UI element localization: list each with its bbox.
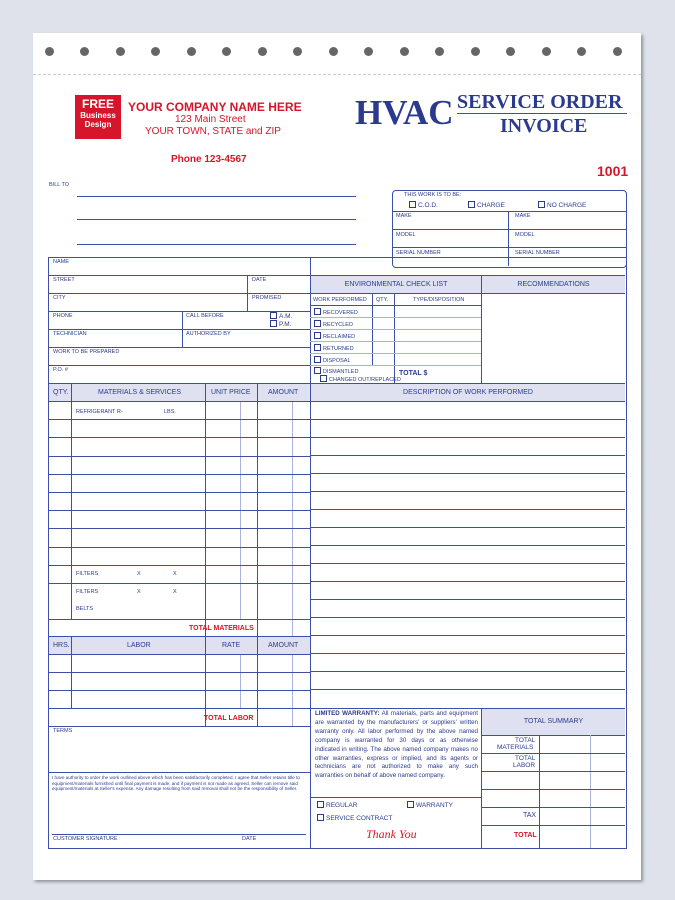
divider (48, 636, 310, 637)
description-row-line (310, 509, 625, 510)
divider (48, 329, 310, 330)
thank-you: Thank You (366, 827, 417, 841)
description-row-line (310, 689, 625, 690)
materials-row-line (48, 619, 310, 620)
labor-row-line (48, 654, 310, 655)
divider (590, 735, 591, 848)
materials-row-line (48, 492, 310, 493)
binder-hole (542, 47, 551, 56)
divider (392, 211, 626, 212)
summary-header: TOTAL SUMMARY (482, 709, 625, 736)
warranty-option[interactable] (407, 801, 453, 809)
warranty-title: LIMITED WARRANTY: (315, 710, 380, 717)
description-row-line (310, 617, 625, 618)
title-service-order: SERVICE ORDER (457, 91, 623, 113)
env-header: ENVIRONMENTAL CHECK LIST (311, 276, 481, 294)
env-disposal[interactable] (314, 356, 351, 364)
labor-row-line (48, 690, 310, 691)
work-type-label: THIS WORK IS TO BE: (404, 192, 462, 198)
divider (481, 807, 625, 808)
pm-option[interactable] (270, 320, 292, 328)
invoice-number: 1001 (597, 163, 629, 179)
col-labor: LABOR (127, 642, 151, 649)
binder-hole (187, 47, 196, 56)
divider (48, 726, 310, 727)
binder-hole (613, 47, 622, 56)
divider (182, 311, 183, 347)
service-contract-option[interactable] (317, 814, 392, 822)
reclaimed-checkbox[interactable] (314, 332, 321, 339)
service-contract-label: SERVICE CONTRACT (326, 815, 393, 822)
authority-text: I have authority to order the work outlined above which has been satisfactorily completed. I agree that Seller retains title to equipment/materials furnished until final payment is made, and if payment is not made as agreed, Seller can remove said equipment/materials at Seller's expense. Any damage resulting from said removal shall not be the responsibility of Seller. (52, 775, 300, 792)
recovered-checkbox[interactable] (314, 308, 321, 315)
signature-date-label: DATE (242, 836, 257, 842)
model-field-2[interactable]: MODEL (515, 232, 535, 238)
description-row-line (310, 491, 625, 492)
binder-hole (151, 47, 160, 56)
col-hrs: HRS. (53, 642, 70, 649)
warranty-checkbox[interactable] (407, 801, 414, 808)
divider (481, 771, 625, 772)
center-divider (310, 257, 311, 848)
binder-hole (329, 47, 338, 56)
dismantled-checkbox[interactable] (314, 367, 321, 374)
changed-checkbox[interactable] (320, 375, 327, 382)
sum-tax: TAX (523, 812, 537, 819)
env-recovered[interactable] (314, 308, 358, 316)
cod-checkbox[interactable] (409, 201, 416, 208)
filters-x1: X (137, 571, 141, 577)
authorized-by-field[interactable]: AUTHORIZED BY (186, 331, 231, 337)
materials-row-line (48, 437, 310, 438)
divider (240, 654, 241, 708)
recovered-label: RECOVERED (323, 310, 358, 316)
disposal-label: DISPOSAL (323, 358, 351, 364)
warranty-opt-label: WARRANTY (416, 802, 453, 809)
po-field[interactable]: P.O. # (53, 367, 68, 373)
phone-field[interactable]: PHONE (53, 313, 73, 319)
disposal-checkbox[interactable] (314, 356, 321, 363)
description-row-line (310, 401, 625, 402)
charge-label: CHARGE (477, 202, 505, 209)
divider (539, 735, 540, 848)
divider (392, 247, 626, 248)
materials-row-line (48, 474, 310, 475)
description-row-line (310, 473, 625, 474)
sum-total-labor-2: LABOR (513, 762, 536, 769)
charge-checkbox[interactable] (468, 201, 475, 208)
description-row-line (310, 671, 625, 672)
divider (310, 341, 481, 342)
col-amount: AMOUNT (268, 389, 299, 396)
cod-label: C.O.D. (418, 202, 438, 209)
company-phone: Phone 123-4567 (171, 154, 247, 165)
description-row-line (310, 599, 625, 600)
col-unit-price: UNIT PRICE (211, 389, 251, 396)
description-row-line (310, 581, 625, 582)
binder-hole (471, 47, 480, 56)
description-row-line (310, 563, 625, 564)
no-charge-label: NO CHARGE (547, 202, 587, 209)
am-option[interactable] (270, 312, 292, 320)
env-reclaimed[interactable] (314, 332, 355, 340)
regular-label: REGULAR (326, 802, 358, 809)
divider (48, 383, 625, 384)
regular-checkbox[interactable] (317, 801, 324, 808)
signature-line[interactable] (52, 834, 306, 835)
description-row-line (310, 545, 625, 546)
reclaimed-label: RECLAIMED (323, 334, 356, 340)
terms-field[interactable]: TERMS (53, 728, 73, 734)
pm-checkbox[interactable] (270, 320, 277, 327)
company-street: 123 Main Street (175, 114, 246, 125)
divider (310, 353, 481, 354)
title-underline (457, 113, 627, 114)
bill-to-line[interactable] (77, 219, 356, 220)
recycled-checkbox[interactable] (314, 320, 321, 327)
filters-row-label-2: FILTERS (76, 589, 99, 595)
work-prepared-field[interactable]: WORK TO BE PREPARED (53, 349, 120, 355)
labor-row-line (48, 708, 310, 709)
description-row-line (310, 419, 625, 420)
bill-to-line[interactable] (77, 196, 356, 197)
company-city: YOUR TOWN, STATE and ZIP (145, 126, 281, 137)
divider (310, 305, 481, 306)
env-recycled[interactable] (314, 320, 353, 328)
badge-line2: Design (84, 120, 112, 129)
description-row-line (310, 653, 625, 654)
call-before-field[interactable]: CALL BEFORE (186, 313, 224, 319)
col-materials: MATERIALS & SERVICES (98, 389, 181, 396)
binder-hole (506, 47, 515, 56)
returned-checkbox[interactable] (314, 344, 321, 351)
env-col-qty: QTY. (376, 297, 389, 303)
description-row-line (310, 527, 625, 528)
divider (481, 753, 625, 754)
name-field[interactable]: NAME (53, 259, 69, 265)
divider (48, 347, 310, 348)
materials-row-line (48, 510, 310, 511)
refrigerant-row-label: REFRIGERANT R- (76, 409, 123, 415)
divider (48, 293, 310, 294)
filters-x3: X (137, 589, 141, 595)
total-labor: TOTAL LABOR (204, 715, 254, 722)
filters-x2: X (173, 571, 177, 577)
filters-x4: X (173, 589, 177, 595)
serial-field-1[interactable]: SERIAL NUMBER (396, 250, 441, 256)
divider (310, 365, 481, 366)
binder-hole (435, 47, 444, 56)
service-contract-checkbox[interactable] (317, 814, 324, 821)
make-field-2[interactable]: MAKE (515, 213, 531, 219)
dismantled-label: DISMANTLED (323, 369, 359, 375)
title-hvac: HVAC (355, 93, 454, 132)
sum-total-materials-1: TOTAL (515, 737, 536, 744)
refrigerant-lbs: LBS. (164, 409, 176, 415)
divider (205, 636, 206, 726)
env-dismantled[interactable] (314, 367, 358, 375)
divider (48, 772, 310, 773)
binder-hole (400, 47, 409, 56)
badge-line1: Business (80, 111, 116, 120)
sum-total-materials-2: MATERIALS (497, 744, 534, 751)
binder-hole (45, 47, 54, 56)
env-total: TOTAL $ (399, 370, 428, 377)
free-badge (75, 95, 121, 139)
materials-row-line (48, 565, 310, 566)
serial-field-2[interactable]: SERIAL NUMBER (515, 250, 560, 256)
binder-hole (222, 47, 231, 56)
returned-label: RETURNED (323, 346, 354, 352)
divider (257, 636, 258, 726)
binder-hole (80, 47, 89, 56)
recommendations-header: RECOMMENDATIONS (482, 276, 625, 294)
badge-free: FREE (81, 97, 114, 111)
warranty-text (315, 710, 478, 781)
company-name: YOUR COMPANY NAME HERE (128, 100, 302, 114)
no-charge-checkbox[interactable] (538, 201, 545, 208)
charge-option[interactable] (468, 201, 505, 209)
binder-hole (116, 47, 125, 56)
labor-row-line (48, 672, 310, 673)
divider (48, 365, 310, 366)
bill-to-line[interactable] (77, 244, 356, 245)
am-label: A.M. (279, 313, 293, 320)
col-labor-amount: AMOUNT (268, 642, 299, 649)
model-field-1[interactable]: MODEL (396, 232, 416, 238)
changed-label: CHANGED OUT/REPLACED (329, 377, 401, 383)
date-field[interactable]: DATE (252, 277, 267, 283)
no-charge-option[interactable] (538, 201, 586, 209)
am-checkbox[interactable] (270, 312, 277, 319)
warranty-body: All materials, parts and equipment are warranted by the manufacturers' or suppliers' written warranty only. All labor performed by the above named company is warranted for 30 days or as otherwise indicated in writing. The above named company makes no other warranties, express or implied, and its agents or technicians are not authorized to make any such warranties on behalf of above named company. (315, 710, 478, 780)
binder-hole (293, 47, 302, 56)
materials-row-line (48, 583, 310, 584)
total-materials: TOTAL MATERIALS (189, 625, 254, 632)
divider (310, 317, 481, 318)
divider (48, 275, 310, 276)
materials-row-line (48, 528, 310, 529)
bill-to-label: BILL TO (49, 182, 70, 188)
sum-total-labor-1: TOTAL (515, 755, 536, 762)
description-header: DESCRIPTION OF WORK PERFORMED (311, 384, 625, 402)
cod-option[interactable] (409, 201, 438, 209)
binder-hole (364, 47, 373, 56)
description-row-line (310, 455, 625, 456)
filters-row-label: FILTERS (76, 571, 99, 577)
sum-total: TOTAL (514, 832, 537, 839)
divider (310, 329, 481, 330)
materials-row-line (48, 547, 310, 548)
pm-label: P.M. (279, 321, 292, 328)
description-row-line (310, 437, 625, 438)
regular-option[interactable] (317, 801, 357, 809)
divider (247, 275, 248, 311)
title-invoice: INVOICE (500, 115, 588, 137)
make-field-1[interactable]: MAKE (396, 213, 412, 219)
env-changed[interactable] (320, 375, 401, 383)
materials-row-line (48, 419, 310, 420)
materials-row-line (48, 456, 310, 457)
city-field[interactable]: CITY (53, 295, 66, 301)
env-col-type: TYPE/DISPOSITION (413, 297, 465, 303)
env-returned[interactable] (314, 344, 354, 352)
perforation-line (33, 74, 641, 75)
col-rate: RATE (222, 642, 241, 649)
recycled-label: RECYCLED (323, 322, 353, 328)
env-col-work: WORK PERFORMED (313, 297, 367, 303)
technician-field[interactable]: TECHNICIAN (53, 331, 87, 337)
divider (481, 789, 625, 790)
divider (481, 825, 625, 826)
binder-hole (577, 47, 586, 56)
divider (481, 275, 482, 383)
description-row-line (310, 635, 625, 636)
divider (310, 797, 481, 798)
col-qty: QTY. (53, 389, 69, 396)
divider (392, 229, 626, 230)
promised-field[interactable]: PROMISED (252, 295, 282, 301)
materials-row-line (48, 401, 310, 402)
signature-label: CUSTOMER SIGNATURE (53, 836, 118, 842)
belts-row-label: BELTS (76, 606, 94, 612)
divider (394, 293, 395, 383)
street-field[interactable]: STREET (53, 277, 75, 283)
binder-hole (258, 47, 267, 56)
